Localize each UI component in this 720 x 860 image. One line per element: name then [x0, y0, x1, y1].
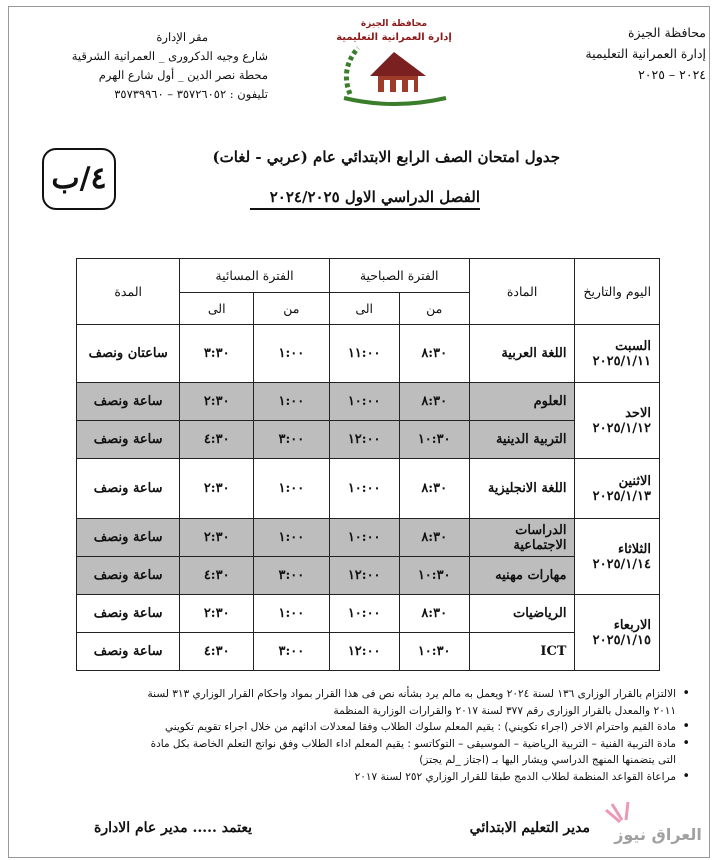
evening-to: ٤:٣٠ — [180, 421, 254, 459]
duration-cell: ساعة ونصف — [77, 459, 180, 519]
evening-from: ١:٠٠ — [254, 325, 330, 383]
subject-cell: التربية الدينية — [469, 421, 575, 459]
evening-to: ٢:٣٠ — [180, 519, 254, 557]
header-evening: الفترة المسائية — [180, 259, 329, 293]
morning-to: ١٠:٠٠ — [329, 595, 399, 633]
office-label: مقر الإدارة — [156, 30, 208, 44]
evening-from: ١:٠٠ — [254, 459, 330, 519]
morning-to: ١١:٠٠ — [329, 325, 399, 383]
header-evening-to: الى — [180, 293, 254, 325]
header-left — [28, 28, 268, 104]
day-cell: الاحد ٢٠٢٥/١/١٢ — [575, 383, 660, 459]
header-morning-to: الى — [329, 293, 399, 325]
duration-cell: ساعة ونصف — [77, 421, 180, 459]
morning-to: ١٠:٠٠ — [329, 459, 399, 519]
duration-cell: ساعة ونصف — [77, 633, 180, 671]
morning-to: ١٠:٠٠ — [329, 519, 399, 557]
table-row — [77, 383, 660, 421]
duration-cell: ساعة ونصف — [77, 557, 180, 595]
morning-to: ١٢:٠٠ — [329, 421, 399, 459]
evening-from: ٣:٠٠ — [254, 557, 330, 595]
note-item-continued: التى يتضمنها المنهج الدراسي ويشار اليها بـ (اجتاز _لم يجتز) — [419, 754, 676, 766]
evening-to: ٢:٣٠ — [180, 595, 254, 633]
header-duration: المدة — [77, 259, 180, 325]
table-row — [77, 633, 660, 671]
note-item: • مادة التربية الفنية – التربية الرياضية – الموسيقى – التوكاتسو : يقيم المعلم اداء الطلاب وفق نواتج التعلم الخاصة بكل مادة — [26, 736, 690, 753]
subject-cell: مهارات مهنيه — [469, 557, 575, 595]
note-item: • مادة القيم واحترام الاخر (اجراء تكويني) : يقيم المعلم سلوك الطلاب وفقا لمعدلات ادائهم من خلال اجراء تقويم تكويني — [26, 719, 690, 736]
office-street: شارع وجيه الدكرورى _ العمرانية الشرقية — [71, 49, 268, 63]
table-row — [77, 421, 660, 459]
header-day-date: اليوم والتاريخ — [575, 259, 660, 325]
page-subtitle: الفصل الدراسي الاول ٢٠٢٤/٢٠٢٥ — [250, 188, 480, 210]
signature-primary-director: مدير التعليم الابتدائي — [469, 820, 590, 836]
evening-from: ١:٠٠ — [254, 519, 330, 557]
day-cell: الاربعاء ٢٠٢٥/١/١٥ — [575, 595, 660, 671]
note-item: • مراعاة القواعد المنظمة لطلاب الدمج طبقا للقرار الوزاري ٢٥٢ لسنة ٢٠١٧ — [26, 769, 690, 786]
table-row — [77, 325, 660, 383]
exam-schedule-table — [76, 258, 660, 671]
logo-text-2: إدارة العمرانية التعليمية — [336, 32, 452, 43]
office-phone: تليفون : ٣٥٧٢٦٠٥٢ – ٣٥٧٣٩٩٦٠ — [114, 87, 268, 101]
table-row — [77, 519, 660, 557]
morning-from: ١٠:٣٠ — [399, 633, 469, 671]
academic-year: ٢٠٢٤ – ٢٠٢٥ — [638, 67, 706, 82]
note-item-continued: ٢٠١١ والمعدل بالقرار الوزارى رقم ٣٧٧ لسنة ٢٠١٧ والقرارات الوزارية المنظمة — [333, 704, 676, 717]
notes-list — [26, 686, 690, 785]
morning-from: ٨:٣٠ — [399, 325, 469, 383]
duration-cell: ساعتان ونصف — [77, 325, 180, 383]
subject-cell: ICT — [469, 633, 575, 671]
subject-cell: الرياضيات — [469, 595, 575, 633]
governorate: محافظة الجيزة — [627, 25, 706, 40]
office-station: محطة نصر الدين _ أول شارع الهرم — [98, 68, 268, 82]
duration-cell: ساعة ونصف — [77, 519, 180, 557]
logo-laurel — [346, 48, 358, 94]
subject-cell: الدراسات الاجتماعية — [469, 519, 575, 557]
morning-from: ١٠:٣٠ — [399, 557, 469, 595]
duration-cell: ساعة ونصف — [77, 595, 180, 633]
subject-cell: العلوم — [469, 383, 575, 421]
administration-logo — [330, 14, 458, 106]
evening-from: ٣:٠٠ — [254, 421, 330, 459]
logo-base — [344, 98, 446, 104]
evening-to: ٤:٣٠ — [180, 633, 254, 671]
administration: إدارة العمرانية التعليمية — [585, 46, 706, 61]
subject-cell: اللغة العربية — [469, 325, 575, 383]
evening-from: ١:٠٠ — [254, 383, 330, 421]
morning-to: ١٢:٠٠ — [329, 633, 399, 671]
morning-from: ٨:٣٠ — [399, 519, 469, 557]
day-cell: الثلاثاء ٢٠٢٥/١/١٤ — [575, 519, 660, 595]
table-row — [77, 459, 660, 519]
morning-from: ٨:٣٠ — [399, 459, 469, 519]
signature-general-director: يعتمد ..... مدير عام الادارة — [94, 820, 253, 836]
table-row — [77, 595, 660, 633]
header-evening-from: من — [254, 293, 330, 325]
watermark-logo — [598, 800, 708, 850]
header-morning-from: من — [399, 293, 469, 325]
evening-to: ٢:٣٠ — [180, 383, 254, 421]
morning-to: ١٢:٠٠ — [329, 557, 399, 595]
evening-from: ١:٠٠ — [254, 595, 330, 633]
day-cell: السبت ٢٠٢٥/١/١١ — [575, 325, 660, 383]
evening-to: ٢:٣٠ — [180, 459, 254, 519]
evening-to: ٤:٣٠ — [180, 557, 254, 595]
logo-roof — [370, 52, 426, 76]
note-item: • الالتزام بالقرار الوزارى ١٣٦ لسنة ٢٠٢٤ ويعمل به مالم يرد بشأنه نص فى هذا القرار بمواد واحكام القرار الوزاري ٣١٣ لسنة — [26, 686, 690, 703]
subject-cell: اللغة الانجليزية — [469, 459, 575, 519]
page-title: جدول امتحان الصف الرابع الابتدائي عام (عربي - لغات) — [212, 148, 560, 166]
day-cell: الاثنين ٢٠٢٥/١/١٣ — [575, 459, 660, 519]
header-subject: المادة — [469, 259, 575, 325]
morning-from: ٨:٣٠ — [399, 595, 469, 633]
morning-from: ١٠:٣٠ — [399, 421, 469, 459]
class-badge: ٤/ب — [42, 148, 116, 210]
table-row — [77, 557, 660, 595]
evening-to: ٣:٣٠ — [180, 325, 254, 383]
logo-text-1: محافظة الجيزة — [360, 19, 428, 29]
duration-cell: ساعة ونصف — [77, 383, 180, 421]
header-right — [506, 22, 706, 85]
evening-from: ٣:٠٠ — [254, 633, 330, 671]
header-morning: الفترة الصباحية — [329, 259, 469, 293]
morning-to: ١٠:٠٠ — [329, 383, 399, 421]
morning-from: ٨:٣٠ — [399, 383, 469, 421]
watermark-text: العراق نيوز — [614, 825, 702, 844]
